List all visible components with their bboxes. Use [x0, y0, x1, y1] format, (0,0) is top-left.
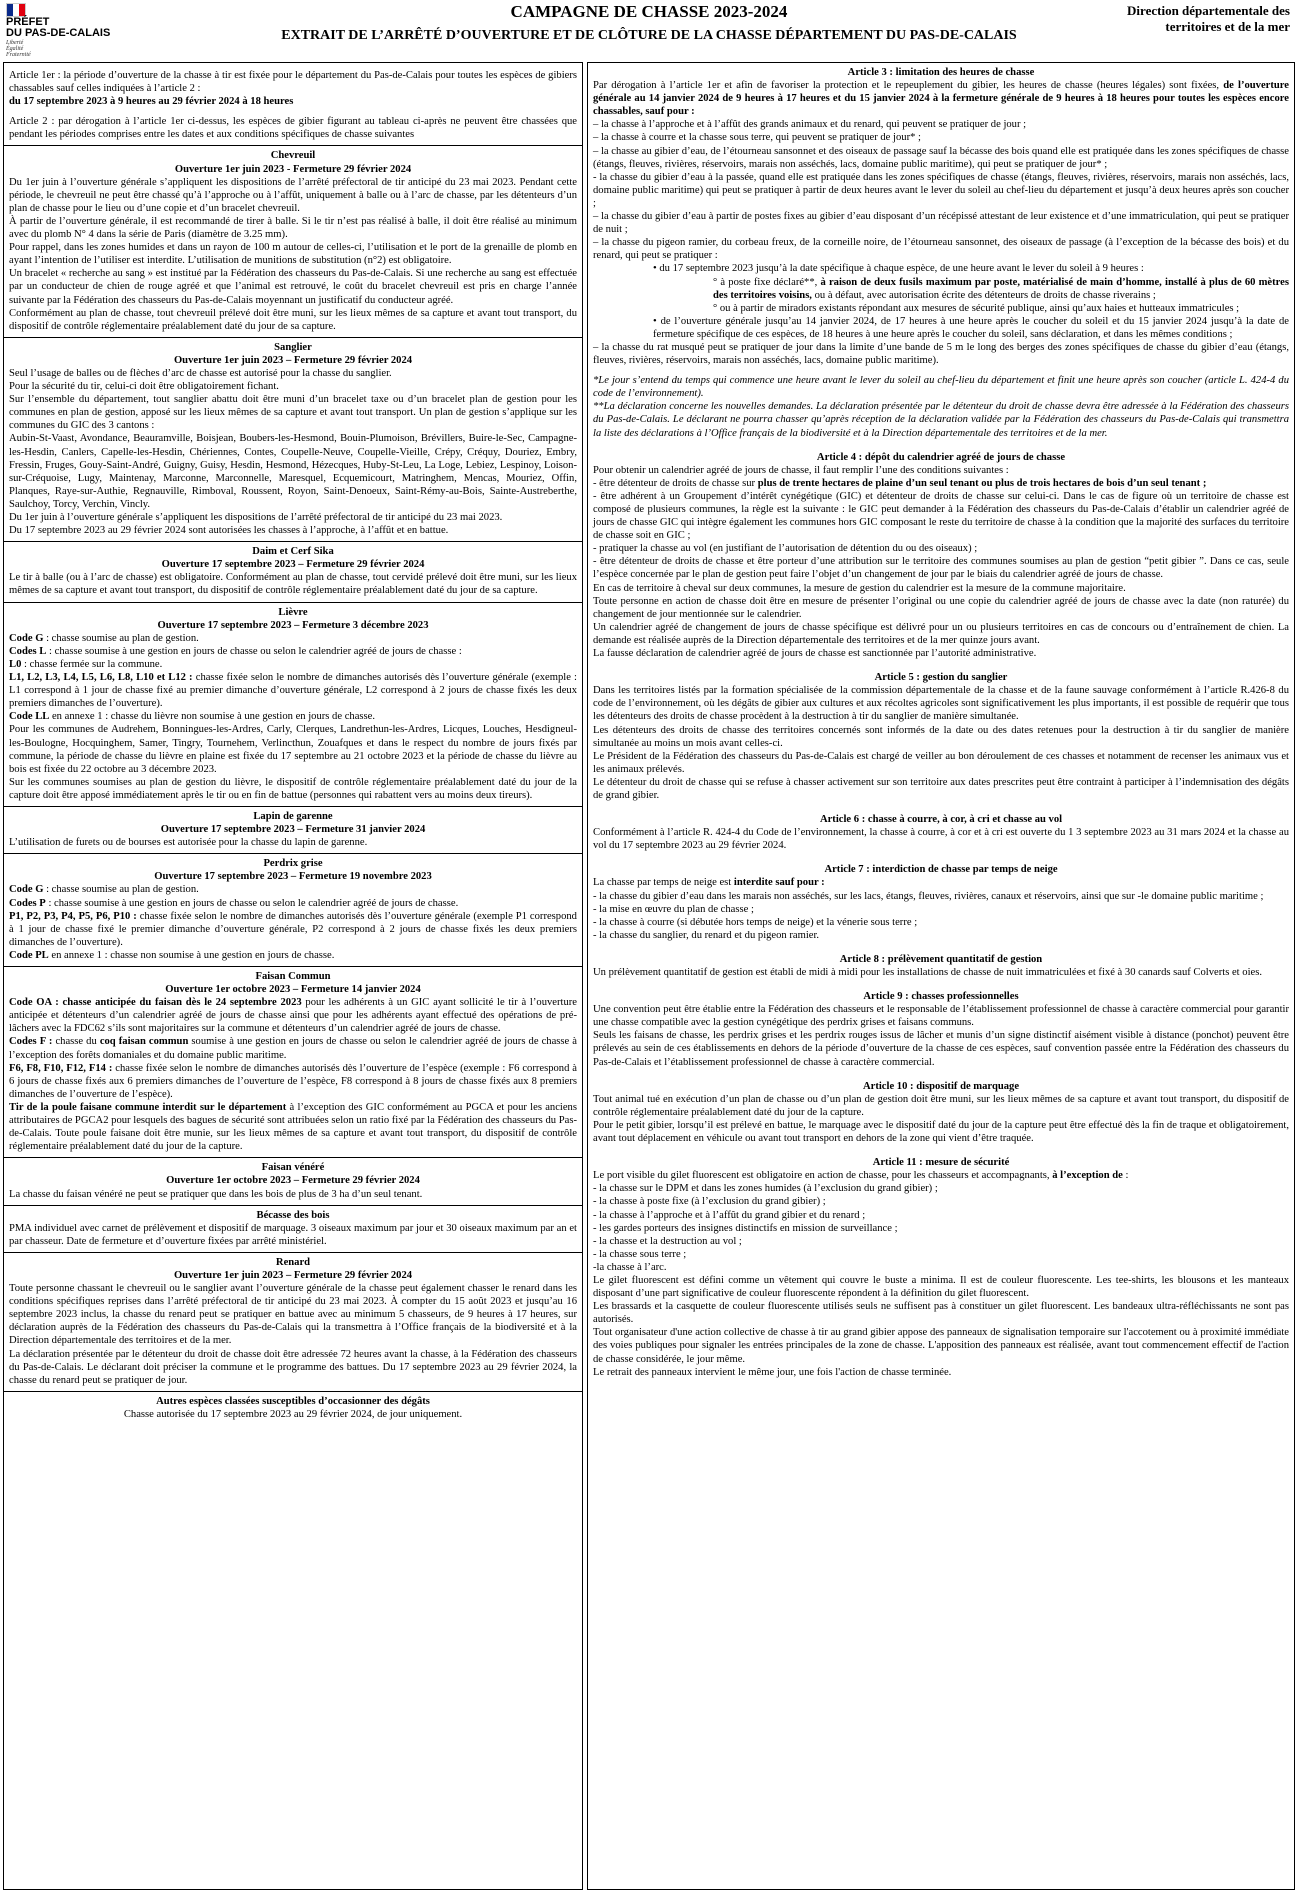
- section-faisan-venere: [4, 1158, 582, 1205]
- section-perdrix: [4, 854, 582, 967]
- article-10-p1: Tout animal tué en exécution d’un plan de chasse ou d’un plan de gestion doit être muni, sur les lieux mêmes de sa capture et avant tout transport, du dispositif de contrôle réglementaire préalablement daté du jour de la capture.: [593, 1093, 1289, 1118]
- article-11-p1: Le port visible du gilet fluorescent est obligatoire en action de chasse, pour les chasseurs et accompagnants, à l’exception de :: [593, 1170, 1129, 1182]
- daim-dates: Ouverture 17 septembre 2023 – Fermeture 29 février 2024: [161, 559, 425, 571]
- lievre-code-l: Codes L : chasse soumise à une gestion en jours de chasse ou selon le calendrier agréé de jours de chasse :: [9, 645, 462, 657]
- article-4-title: Article 4 : dépôt du calendrier agréé de jours de chasse: [816, 451, 1066, 463]
- chevreuil-p4: Un bracelet « recherche au sang » est institué par la Fédération des chasseurs du Pas-de-Calais. Si une recherche au sang est effectuée par un conducteur de chien de rouge agréé et que l’animal est retrouvé, le coût du bracelet chevreuil est pris en charge l’année suivante par la Fédération des chasseurs du Pas-de-Calais moyennant un justificatif du conducteur agréé.: [9, 268, 577, 306]
- section-lievre: [4, 603, 582, 807]
- article-5-p3: Le Président de la Fédération des chasseurs du Pas-de-Calais est chargé de veiller au bon déroulement de ces chasses et notamment de recenser les animaux vus et les animaux prélevés.: [593, 750, 1289, 775]
- article-11-item: - la chasse sur le DPM et dans les zones humides (à l’exclusion du grand gibier) ;: [593, 1183, 938, 1195]
- autres-p1: Chasse autorisée du 17 septembre 2023 au 29 février 2024, de jour uniquement.: [123, 1408, 463, 1420]
- section-sanglier: [4, 338, 582, 542]
- article-9-title: Article 9 : chasses professionnelles: [863, 991, 1019, 1003]
- daim-title: Daim et Cerf Sika: [252, 546, 334, 558]
- article-11-item: -la chasse à l’arc.: [593, 1261, 667, 1273]
- section-daim: [4, 542, 582, 602]
- perdrix-dates: Ouverture 17 septembre 2023 – Fermeture 19 novembre 2023: [154, 871, 432, 883]
- article-3-note-1: *Le jour s’entend du temps qui commence une heure avant le lever du soleil au chef-lieu du département et finit une heure après son coucher (article L. 424-4 du code de l’environnement).: [593, 375, 1289, 400]
- section-renard: [4, 1253, 582, 1392]
- article-1: [4, 66, 582, 146]
- article-3-note-2: **La déclaration concerne les nouvelles demandes. La déclaration présentée par le détenteur du droit de chasse devra être adressée à la Fédération des chasseurs du Pas-de-Calais. Le déclarant ne pourra chasser qu’après réception de la déclaration validée par la Fédération des chasseurs du Pas-de-Calais qui transmettra la liste des déclarations à l’Office français de la biodiversité et à la Direction départementale des territoires et de la mer.: [593, 401, 1289, 439]
- chevreuil-p3: Pour rappel, dans les zones humides et dans un rayon de 100 m autour de celles-ci, l’utilisation et le port de la grenaille de plomb en ayant l’intention de l’utiliser est interdite. L’utilisation de munitions de substitution (n°2) est obligatoire.: [9, 242, 577, 267]
- chevreuil-dates: Ouverture 1er juin 2023 - Fermeture 29 février 2024: [174, 163, 412, 175]
- article-6-title: Article 6 : chasse à courre, à cor, à cri et chasse au vol: [819, 814, 1063, 826]
- section-faisan: [4, 967, 582, 1158]
- article-11-p3: Les brassards et la casquette de couleur fluorescente utilisés seuls ne suffisent pas à constituer un gilet fluorescent. Les bandeaux ultra-réfléchissants ne sont pas autorisés.: [593, 1301, 1289, 1326]
- section-becasse: [4, 1206, 582, 1253]
- article-1-text: Article 1er : la période d’ouverture de la chasse à tir est fixée pour le département du Pas-de-Calais pour toutes les espèces de gibiers chassables sauf celles indiquées à l’article 2 :: [9, 70, 577, 95]
- article-3-subitem: ° à poste fixe déclaré**, à raison de deux fusils maximum par poste, matérialisé de main d’homme, installé à plus de 60 mètres des territoires voisins, ou à défaut, avec autorisation écrite des détenteurs de droits de chasse riverains ;: [713, 276, 1289, 301]
- renard-p2: La déclaration présentée par le détenteur du droit de chasse doit être adressée 72 heures avant la chasse, à la Fédération des chasseurs du Pas-de-Calais. Le déclarant doit préciser la commune et le programme des battues. Du 17 septembre 2023 au 29 février 2024, la chasse du renard peut se pratiquer de jour.: [9, 1348, 577, 1386]
- sanglier-p5: Du 1er juin à l’ouverture générale s’appliquent les dispositions de l’arrêté préfectoral de tir anticipé du 23 mai 2023.: [9, 512, 503, 523]
- article-4-p8: Un calendrier agréé de changement de jours de chasse spécifique est délivré pour un ou plusieurs territoires en cas de concours ou d’entraînement de chien. La demande est réalisée auprès de la Direction départementale des territoires et de la mer quinze jours avant.: [593, 621, 1289, 646]
- article-4-p9: La fausse déclaration de calendrier agréé de jours de chasse est sanctionnée par l’autorité administrative.: [593, 648, 1037, 660]
- faisan-code-f6: F6, F8, F10, F12, F14 : chasse fixée selon le nombre de dimanches autorisés dès l’ouverture de l’espèce (exemple : F6 correspond à 6 jours de chasse fixés aux 6 premiers dimanches de l’ouverture de l’espèce, F8 correspond à 8 jours de chasse fixés aux 8 premiers dimanches de l’ouverture de l’espèce).: [9, 1062, 577, 1100]
- article-10-p2: Pour le petit gibier, lorsqu’il est prélevé en battue, le marquage avec le dispositif daté du jour de la capture peut être effectué dès la fin de traque et obligatoirement, avant tout déplacement en véhicule ou avant tout transport en dehors de la zone qui vient d’être traquée.: [593, 1119, 1289, 1145]
- header: [0, 0, 1298, 58]
- article-11-item: - la chasse sous terre ;: [593, 1248, 687, 1260]
- left-column: [3, 62, 583, 1890]
- right-column: [587, 62, 1295, 1890]
- faisan-code-oa: Code OA : chasse anticipée du faisan dès le 24 septembre 2023 pour les adhérents à un GIC ayant sollicité le tir à l’ouverture anticipée et détenteurs d’un calendrier agréé de jours de chasse ainsi que pour les adhérents ayant effectué des opérations de pré-lâchers avec la FDC62 s’ils sont majoritaires sur la commune et détenteurs d’un calendrier agréé de jours de chasse.: [9, 997, 577, 1035]
- daim-p1: Le tir à balle (ou à l’arc de chasse) est obligatoire. Conformément au plan de chasse, tout cervidé prélevé doit être muni, sur les lieux mêmes de sa capture et avant tout transport, du dispositif de contrôle réglementaire préalablement daté du jour de sa capture.: [9, 572, 577, 597]
- venere-dates: Ouverture 1er octobre 2023 – Fermeture 29 février 2024: [166, 1175, 420, 1187]
- article-3-title: Article 3 : limitation des heures de chasse: [847, 67, 1035, 78]
- autres-title: Autres espèces classées susceptibles d’occasionner des dégâts: [156, 1395, 430, 1407]
- lievre-code-ll: Code LL en annexe 1 : chasse du lièvre non soumise à une gestion en jours de chasse.: [9, 711, 375, 723]
- faisan-code-f: Codes F : chasse du coq faisan commun soumise à une gestion en jours de chasse ou selon le calendrier agréé de jours de chasse à l’exception des forêts domaniales et du domaine public maritime.: [9, 1036, 577, 1061]
- becasse-p1: PMA individuel avec carnet de prélèvement et dispositif de marquage. 3 oiseaux maximum par jour et 30 oiseaux maximum par an et par chasseur. Date de fermeture et d’ouverture fixées par arrêté ministériel.: [9, 1222, 577, 1247]
- perdrix-code-p: Codes P : chasse soumise à une gestion en jours de chasse ou selon le calendrier agréé de jours de chasse.: [9, 897, 459, 909]
- article-11-p2: Le gilet fluorescent est défini comme un vêtement qui couvre le buste a minima. Il est de couleur fluorescente. Les tee-shirts, les blousons et les manteaux disposant d’une part significative de couleur fluorescente répondent à la définition du gilet fluorescent.: [593, 1274, 1289, 1300]
- article-1-period: du 17 septembre 2023 à 9 heures au 29 février 2024 à 18 heures: [9, 96, 294, 108]
- renard-p1: Toute personne chassant le chevreuil ou le sanglier avant l’ouverture générale de la chasse peut également chasser le renard dans les conditions spécifiques reprises dans l’arrêté préfectoral de tir anticipé du 23 mai 2023. À compter du 15 août 2023 et jusqu’au 16 septembre 2023 inclus, la chasse du renard peut se pratiquer en battue avec au minimum 5 chasseurs, de 9 heures à 17 heures, sur déclaration auprès de la Fédération des chasseurs du Pas-de-Calais qui la transmettra à l’Office français de la biodiversité et à la Direction départementale des territoires et de la mer.: [9, 1283, 577, 1347]
- article-8-title: Article 8 : prélèvement quantitatif de gestion: [839, 953, 1043, 965]
- article-3-item: – la chasse du rat musqué peut se pratiquer de jour dans la limite d’une bande de 5 m le long des berges des zones spécifiques de chasse du gibier d’eau (étangs, fleuves, rivières, réservoirs, marais non asséchés, lacs, domaine public maritime).: [593, 341, 1289, 367]
- lievre-p2: Sur les communes soumises au plan de gestion du lièvre, le dispositif de contrôle réglementaire préalablement daté du jour de la capture doit être apposé immédiatement après le tir ou en fin de battue (personnes qui rabattent vers au moins deux tireurs).: [9, 776, 577, 801]
- sanglier-p3: Sur l’ensemble du département, tout sanglier abattu doit être muni d’un bracelet taxe ou d’un bracelet plan de gestion pour les communes en plan de gestion, apposé sur les lieux mêmes de sa capture et avant tout transport. Un plan de gestion s’applique sur les communes du GIC des 3 cantons :: [9, 394, 577, 432]
- section-lapin: [4, 807, 582, 854]
- lapin-p1: L’utilisation de furets ou de bourses est autorisée pour la chasse du lapin de garenne.: [9, 837, 368, 849]
- renard-title: Renard: [275, 1256, 311, 1268]
- article-7-item: - la chasse du sanglier, du renard et du pigeon ramier.: [593, 929, 820, 941]
- lievre-p1: Pour les communes de Audrehem, Bonningues-les-Ardres, Carly, Clerques, Landrethun-les-Ardres, Licques, Louches, Hesdigneul-les-Boulogne, Hocquinghem, Samer, Tingry, Tournehem, Verlincthun, Zouafques et dans le respect du nombre de jours fixés par commune, la période de chasse du lièvre en plaine est fixée du 17 septembre au 21 octobre 2023 et la période de chasse du lièvre au bois est fixée du 22 octobre au 3 décembre 2023.: [9, 724, 577, 775]
- article-3-item: – la chasse à l’approche et à l’affût des grands animaux et du renard, qui peuvent se pratiquer de jour ;: [593, 119, 1027, 131]
- perdrix-title: Perdrix grise: [263, 858, 323, 870]
- republic-motto: Liberté Égalité Fraternité: [6, 40, 31, 58]
- article-3-item: – la chasse du gibier d’eau à partir de postes fixes au gibier d’eau disposant d’un récépissé attestant de leur existence et d’une immatriculation, qui peut se pratiquer de nuit ;: [593, 211, 1289, 236]
- article-4-p6: En cas de territoire à cheval sur deux communes, la mesure de gestion du calendrier est la mesure de la commune majoritaire.: [593, 582, 1126, 594]
- venere-title: Faisan vénéré: [261, 1162, 325, 1174]
- article-10-title: Article 10 : dispositif de marquage: [862, 1080, 1020, 1092]
- article-3-item: – la chasse du pigeon ramier, du corbeau freux, de la corneille noire, de l’étourneau sansonnet, des oiseaux de passage (à l’exception de la bécasse des bois) et du renard, qui peut se pratiquer :: [593, 237, 1289, 262]
- article-5-p4: Le détenteur du droit de chasse qui se refuse à chasser activement sur son territoire aux dates prescrites peut être contraint à participer à l’indemnisation des dégâts de grand gibier.: [593, 776, 1289, 801]
- article-2-text: Article 2 : par dérogation à l’article 1er ci-dessus, les espèces de gibier figurant au tableau ci-après ne peuvent être chassées que pendant les périodes comprises entre les dates et aux conditions spécifiques de chasse suivantes: [9, 116, 577, 141]
- chevreuil-p2: À partir de l’ouverture générale, il est recommandé de tirer à balle. Si le tir n’est pas réalisé à balle, il doit être réalisé au minimum avec du plomb N° 4 dans la série de Paris (diamètre de 3.25 mm).: [9, 215, 577, 241]
- article-4-p5: - être détenteur de droits de chasse et être porteur d’une attribution sur le territoire des communes soumises au plan de gestion “petit gibier ”. Dans ce cas, seule l’espèce concernée par le plan de gestion peut faire l’objet d’un changement de jour par le biais du calendrier agréé de jours de chasse.: [593, 556, 1289, 581]
- article-3-item: – la chasse à courre et la chasse sous terre, qui peuvent se pratiquer de jour* ;: [593, 132, 921, 144]
- article-9-p2: Seuls les faisans de chasse, les perdrix grises et les perdrix rouges issus de lâcher et munis d’un signe distinctif aisément visible à distance (ponchot) peuvent être prélevés au sein de ces établissements en dehors de la période d’ouverture de la chasse de ces espèces, sauf convention passée entre la Fédération des chasseurs du Pas-de-Calais et l’établissement professionnel de chasse à caractère commercial.: [593, 1030, 1289, 1068]
- page-title: CAMPAGNE DE CHASSE 2023-2024: [510, 2, 788, 21]
- faisan-poule: Tir de la poule faisane commune interdit sur le département à l’exception des GIC conformément au PGCA et pour les anciens attributaires de PGCA2 pour lesquels des bagues de sécurité sont attribuées selon un ratio fixé par la Fédération des chasseurs du Pas-de-Calais. Toute poule faisane doit être munie, sur les lieux mêmes de sa capture et avant tout transport, du dispositif de contrôle réglementaire préalablement daté du jour de la capture.: [9, 1101, 577, 1153]
- sanglier-title: Sanglier: [274, 341, 312, 353]
- lievre-title: Lièvre: [278, 606, 308, 618]
- article-11-item: - la chasse et la destruction au vol ;: [593, 1235, 742, 1247]
- page-subtitle: EXTRAIT DE L’ARRÊTÉ D’OUVERTURE ET DE CLÔTURE DE LA CHASSE DÉPARTEMENT DU PAS-DE-CALAIS: [281, 28, 1017, 43]
- faisan-title: Faisan Commun: [255, 971, 331, 982]
- article-4-p2: - être détenteur de droits de chasse sur plus de trente hectares de plaine d’un seul tenant ou plus de trois hectares de bois d’un seul tenant ;: [593, 477, 1207, 489]
- article-3-subitem: • du 17 septembre 2023 jusqu’à la date spécifique à chaque espèce, de une heure avant le lever du soleil à 9 heures :: [653, 263, 1144, 275]
- chevreuil-p5: Conformément au plan de chasse, tout chevreuil prélevé doit être muni, sur les lieux mêmes de sa capture et avant tout transport, du dispositif de contrôle réglementaire préalablement daté du jour de sa capture.: [9, 307, 577, 332]
- article-4-p1: Pour obtenir un calendrier agréé de jours de chasse, il faut remplir l’une des conditions suivantes :: [593, 464, 1009, 476]
- section-autres-especes: [4, 1392, 582, 1425]
- article-5-p1: Dans les territoires listés par la formation spécialisée de la commission départementale de la chasse et de la faune sauvage conformément à l’article R.426-8 du code de l’environnement, où les dégâts de gibier aux cultures et aux récoltes agricoles sont significativement les plus importants, il est possible de requérir que tous les détenteurs des droits de chasse procèdent à la destruction à tir du sanglier de manière simultanée.: [593, 685, 1289, 723]
- article-3-item: – la chasse au gibier d’eau, de l’étourneau sansonnet et des oiseaux de passage sauf la bécasse des bois quand elle est pratiquée dans les zones spécifiques de chasse (étangs, fleuves, rivières, réservoirs, marais non asséchés, lacs, domaine public maritime), qui peut se pratiquer de jour* ;: [593, 145, 1289, 170]
- article-11-item: - la chasse à poste fixe (à l’exclusion du grand gibier) ;: [593, 1196, 826, 1208]
- article-3-item: - la chasse du gibier d’eau à la passée, quand elle est pratiquée dans les zones spécifiques de chasse (étangs, fleuves, rivières, réservoirs, marais non asséchés, lacs, domaine public maritime) qui peut se pratiquer à partir de deux heures avant le lever du soleil au chef-lieu du département et jusqu’à deux heures après son coucher ;: [593, 171, 1289, 209]
- article-5-p2: Les détenteurs des droits de chasse des territoires concernés sont informés de la date ou des dates retenues pour la destruction à tir du sanglier de manière simultanée au moins un mois avant celles-ci.: [593, 724, 1289, 749]
- article-4-p3: - être adhérent à un Groupement d’intérêt cynégétique (GIC) et détenteur de droits de chasse sur celui-ci. Dans le cas de figure où un territoire de chasse est composé de plusieurs communes, la règle est la suivante : le GIC peut demander à la Fédération des chasseurs du Pas-de-Calais d’établir un calendrier agréé de jours de chasse GIC qui intègre également les communes hors GIC composant le reste du territoire de chasse à la condition que la majorité des surfaces du territoire de chasse soit en GIC ;: [593, 490, 1289, 542]
- article-7-item: - la chasse à courre (si débutée hors temps de neige) et la vénerie sous terre ;: [593, 916, 918, 928]
- article-11-title: Article 11 : mesure de sécurité: [872, 1157, 1010, 1169]
- article-7-item: - la mise en œuvre du plan de chasse ;: [593, 903, 754, 915]
- perdrix-code-p1: P1, P2, P3, P4, P5, P6, P10 : chasse fixée selon le nombre de dimanches autorisés dès l’ouverture générale (exemple P1 correspond à 1 jour de chasse fixé le premier dimanche d’ouverture générale, P2 correspond à 2 jours de chasse fixés les deux premiers dimanches de l’ouverture).: [9, 910, 577, 948]
- article-4-p4: - pratiquer la chasse au vol (en justifiant de l’autorisation de détention du ou des oiseaux) ;: [593, 543, 978, 555]
- lievre-dates: Ouverture 17 septembre 2023 – Fermeture 3 décembre 2023: [157, 619, 429, 631]
- sanglier-dates: Ouverture 1er juin 2023 – Fermeture 29 février 2024: [173, 354, 413, 366]
- article-3-subitem: • de l’ouverture générale jusqu’au 14 janvier 2024, de 17 heures à une heure après le coucher du soleil et du 15 janvier 2024 jusqu’à la date de fermeture spécifique de ces espèces, de 18 heures à une heure après le coucher du soleil, sans déclaration, et dans les mêmes conditions ;: [653, 315, 1289, 340]
- article-11-item: - la chasse à l’approche et à l’affût du grand gibier et du renard ;: [593, 1209, 866, 1221]
- article-11-item: - les gardes porteurs des insignes distinctifs en mission de surveillance ;: [593, 1222, 898, 1234]
- lapin-dates: Ouverture 17 septembre 2023 – Fermeture 31 janvier 2024: [160, 824, 426, 836]
- lievre-code-g: Code G : chasse soumise au plan de gestion.: [9, 632, 199, 644]
- direction-label: Direction départementale des territoires et de la mer: [1127, 3, 1290, 34]
- perdrix-code-pl: Code PL en annexe 1 : chasse non soumise à une gestion en jours de chasse.: [9, 949, 335, 961]
- article-7-item: - la chasse du gibier d’eau dans les marais non asséchés, sur les lacs, étangs, fleuves, rivières, canaux et réservoirs, ainsi que sur -le domaine public maritime ;: [593, 890, 1264, 902]
- article-11-p5: Le retrait des panneaux intervient le même jour, une fois l'action de chasse terminée.: [593, 1366, 952, 1378]
- venere-p1: La chasse du faisan vénéré ne peut se pratiquer que dans les bois de plus de 3 ha d’un seul tenant.: [9, 1188, 423, 1200]
- sanglier-communes: Aubin-St-Vaast, Avondance, Beauramville, Boisjean, Boubers-les-Hesmond, Bouin-Plumoison, Brévillers, Buire-le-Sec, Campagne-les-Hesdin, Canlers, Capelle-les-Hesdin, Chériennes, Contes, Coupelle-Neuve, Coupelle-Vieille, Crépy, Créquy, Douriez, Embry, Fressin, Fruges, Gouy-Saint-André, Guigny, Guisy, Hesdin, Hesmond, Hézecques, Huby-St-Leu, La Loge, Lebiez, Lespinoy, Loison-sur-Créquoise, Lugy, Maintenay, Marconne, Marconnelle, Maresquel, Ecquemicourt, Matringhem, Mencas, Mouriez, Offin, Planques, Raye-sur-Authie, Regnauville, Rimboval, Roussent, Royon, Saint-Denoeux, Saint-Rémy-au-Bois, Sainte-Austreberthe, Saulchoy, Torcy, Verchin, Vincly.: [9, 433, 577, 510]
- lievre-code-l1: L1, L2, L3, L4, L5, L6, L8, L10 et L12 : chasse fixée selon le nombre de dimanches autorisés dès l’ouverture générale (exemple : L1 correspond à 1 jour de chasse fixé au premier dimanche d’ouverture générale, L2 correspond à 2 jours de chasse fixés les deux premiers dimanches de l’ouverture).: [9, 672, 578, 710]
- renard-dates: Ouverture 1er juin 2023 – Fermeture 29 février 2024: [173, 1269, 413, 1281]
- lievre-code-l0: L0 : chasse fermée sur la commune.: [9, 658, 163, 670]
- faisan-dates: Ouverture 1er octobre 2023 – Fermeture 14 janvier 2024: [165, 984, 421, 996]
- sanglier-p2: Pour la sécurité du tir, celui-ci doit être obligatoirement fichant.: [9, 381, 279, 393]
- article-3-subitem: ° ou à partir de miradors existants répondant aux mesures de sécurité publique, ainsi qu’aux haies et hutteaux immatricules ;: [713, 302, 1240, 314]
- article-8-p1: Un prélèvement quantitatif de gestion est établi de midi à midi pour les installations de chasse de nuit immatriculées et fixé à 30 canards sauf Colverts et oies.: [593, 967, 1262, 978]
- becasse-title: Bécasse des bois: [256, 1209, 330, 1221]
- sanglier-p6: Du 17 septembre 2023 au 29 février 2024 sont autorisées les chasses à l’approche, à l’affût et en battue.: [9, 525, 449, 537]
- article-7-p1: La chasse par temps de neige est interdite sauf pour :: [593, 877, 825, 889]
- article-3-intro: Par dérogation à l’article 1er et afin de favoriser la protection et le repeuplement du gibier, les heures de chasse (heures légales) sont fixées, de l’ouverture générale au 14 janvier 2024 de 9 heures à 17 heures et du 15 janvier 2024 à la fermeture générale de 9 heures à 18 heures pour toutes les espèces encore chassables, sauf pour :: [593, 80, 1289, 118]
- lapin-title: Lapin de garenne: [253, 810, 333, 822]
- chevreuil-p1: Du 1er juin à l’ouverture générale s’appliquent les dispositions de l’arrêté préfectoral de tir anticipé du 23 mai 2023. Pendant cette période, le chevreuil ne peut être chassé qu’à l’approche ou à l’affût, uniquement à balle ou à l’arc de chasse, par les détenteurs d’un plan de chasse pour le lieu ou d’une copie et d’un bracelet chevreuil.: [9, 176, 577, 214]
- prefet-label: PRÉFET DU PAS-DE-CALAIS: [6, 16, 111, 39]
- article-4-p7: Toute personne en action de chasse doit être en mesure de présenter l’original ou une copie du calendrier agréé de jours de chasse avec la date (non raturée) du changement de jour mentionnée sur le calendrier.: [593, 595, 1289, 620]
- perdrix-code-g: Code G : chasse soumise au plan de gestion.: [9, 884, 199, 896]
- sanglier-p1: Seul l’usage de balles ou de flèches d’arc de chasse est autorisé pour la chasse du sanglier.: [9, 367, 392, 379]
- chevreuil-title: Chevreuil: [270, 150, 316, 162]
- article-11-p4: Tout organisateur d'une action collective de chasse à tir au grand gibier appose des panneaux de signalisation temporaire sur l'accotement ou à proximité immédiate des voies publiques pour signaler les entrées principales de la zone de chasse. L'apposition des panneaux est réalisée, avant tout commencement effectif de l'action de chasse considérée, le jour même.: [593, 1327, 1289, 1365]
- article-6-p1: Conformément à l’article R. 424-4 du Code de l’environnement, la chasse à courre, à cor et à cri est ouverte du 1 3 septembre 2023 au 31 mars 2024 et la chasse au vol du 17 septembre 2023 au 29 février 2024.: [593, 827, 1289, 852]
- section-chevreuil: [4, 146, 582, 337]
- article-9-p1: Une convention peut être établie entre la Fédération des chasseurs et le responsable de l’établissement professionnel de chasse à caractère commercial pour garantir une chasse compatible avec la gestion cynégétique des perdrix grises et faisans communs.: [593, 1004, 1289, 1029]
- article-7-title: Article 7 : interdiction de chasse par temps de neige: [824, 864, 1058, 876]
- article-5-title: Article 5 : gestion du sanglier: [874, 672, 1008, 684]
